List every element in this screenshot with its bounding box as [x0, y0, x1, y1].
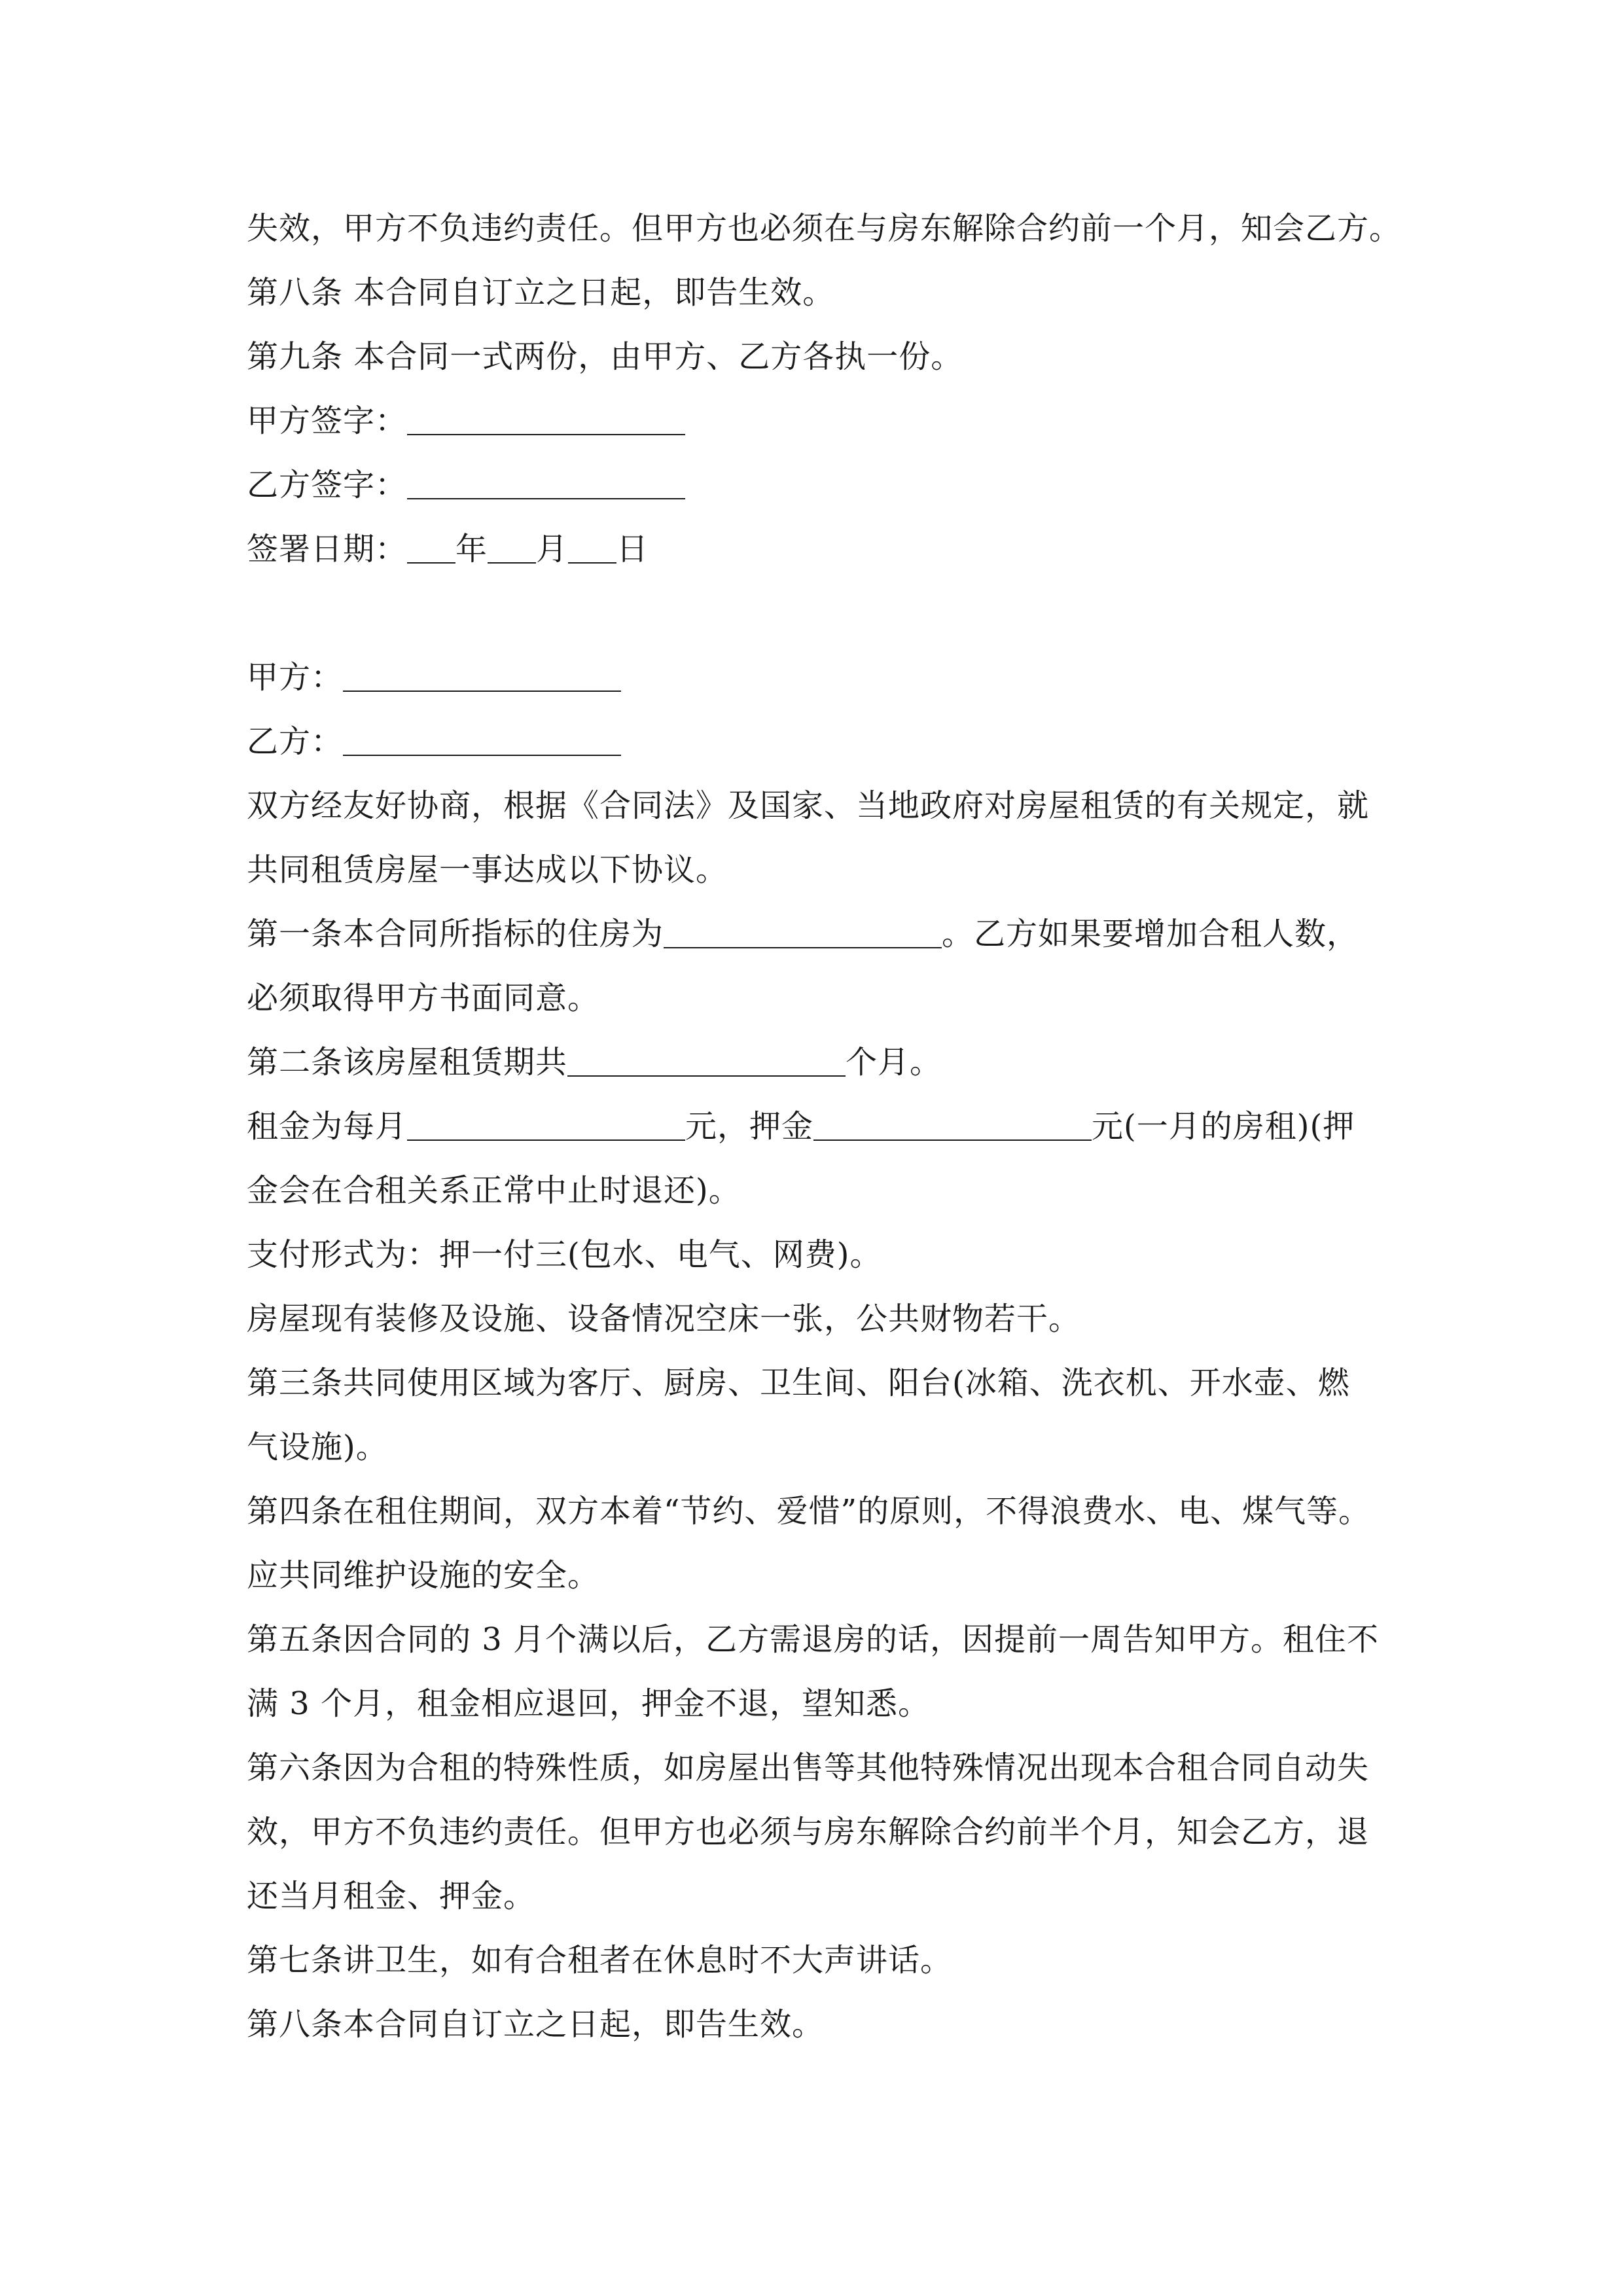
article-9: 第九条 本合同一式两份，由甲方、乙方各执一份。	[247, 338, 963, 375]
article-4-line-2: 应共同维护设施的安全。	[247, 1557, 600, 1594]
housing-blank	[664, 910, 942, 948]
party-b-row	[247, 709, 1399, 774]
rent-suffix: 元(一月的房租)(押	[1092, 1108, 1355, 1145]
day-label: 日	[616, 531, 649, 567]
article-6-line-2: 效，甲方不负违约责任。但甲方也必须与房东解除合约前半个月，知会乙方，退	[247, 1814, 1370, 1850]
article-2-suffix: 个月。	[846, 1044, 942, 1081]
party-a-blank	[343, 654, 621, 692]
signature-b-row	[247, 453, 1399, 517]
article-8-top: 第八条 本合同自订立之日起，即告生效。	[247, 274, 835, 311]
article-4-line-1: 第四条在租住期间，双方本着“节约、爱惜”的原则，不得浪费水、电、煤气等。	[247, 1493, 1371, 1530]
year-label: 年	[455, 531, 488, 567]
article-3-line-1: 第三条共同使用区域为客厅、厨房、卫生间、阳台(冰箱、洗衣机、开水壶、燃	[247, 1365, 1350, 1401]
article-3-line-2: 气设施)。	[247, 1429, 388, 1465]
signing-date-label: 签署日期：	[247, 531, 408, 567]
article-1-suffix: 。乙方如果要增加合租人数，	[942, 916, 1359, 952]
article-2-row	[247, 1030, 1399, 1094]
document-page	[247, 196, 1402, 2056]
article-5-line-1: 第五条因合同的 3 月个满以后，乙方需退房的话，因提前一周告知甲方。租住不	[247, 1621, 1380, 1658]
lease-term-blank	[567, 1039, 846, 1077]
payment-line: 支付形式为：押一付三(包水、电气、网费)。	[247, 1236, 882, 1273]
facilities-line: 房屋现有装修及设施、设备情况空床一张，公共财物若干。	[247, 1300, 1081, 1337]
signature-b-label: 乙方签字：	[247, 467, 408, 503]
day-blank	[568, 526, 616, 564]
party-a-label: 甲方：	[247, 659, 344, 696]
article-1-row	[247, 902, 1399, 966]
rent-line-2: 金会在合租关系正常中止时退还)。	[247, 1172, 741, 1209]
signing-date-row	[247, 517, 1399, 581]
rent-mid: 元，押金	[685, 1108, 814, 1145]
party-b-label: 乙方：	[247, 723, 344, 760]
year-blank	[407, 526, 455, 564]
rent-row	[247, 1094, 1399, 1158]
section-gap	[247, 581, 1399, 645]
article-2-prefix: 第二条该房屋租赁期共	[247, 1044, 568, 1081]
rent-blank	[407, 1103, 685, 1141]
article-8: 第八条本合同自订立之日起，即告生效。	[247, 2006, 825, 2043]
rent-prefix: 租金为每月	[247, 1108, 408, 1145]
party-b-blank	[343, 718, 621, 756]
month-blank	[488, 526, 536, 564]
article-5-line-2: 满 3 个月，租金相应退回，押金不退，望知悉。	[247, 1685, 931, 1722]
deposit-blank	[813, 1103, 1092, 1141]
text-line: 失效，甲方不负违约责任。但甲方也必须在与房东解除合约前一个月，知会乙方。	[247, 210, 1402, 247]
month-label: 月	[536, 531, 569, 567]
signature-a-row	[247, 389, 1399, 453]
signature-a-blank	[407, 397, 685, 435]
intro-line-2: 共同租赁房屋一事达成以下协议。	[247, 852, 728, 888]
intro-line-1: 双方经友好协商，根据《合同法》及国家、当地政府对房屋租赁的有关规定，就	[247, 787, 1370, 824]
article-6-line-1: 第六条因为合租的特殊性质，如房屋出售等其他特殊情况出现本合租合同自动失	[247, 1749, 1370, 1786]
signature-b-blank	[407, 461, 685, 499]
signature-a-label: 甲方签字：	[247, 403, 408, 439]
article-6-line-3: 还当月租金、押金。	[247, 1878, 536, 1914]
article-1-prefix: 第一条本合同所指标的住房为	[247, 916, 664, 952]
article-1-line-2: 必须取得甲方书面同意。	[247, 980, 600, 1016]
party-a-row	[247, 645, 1399, 709]
article-7: 第七条讲卫生，如有合租者在休息时不大声讲话。	[247, 1942, 953, 1979]
